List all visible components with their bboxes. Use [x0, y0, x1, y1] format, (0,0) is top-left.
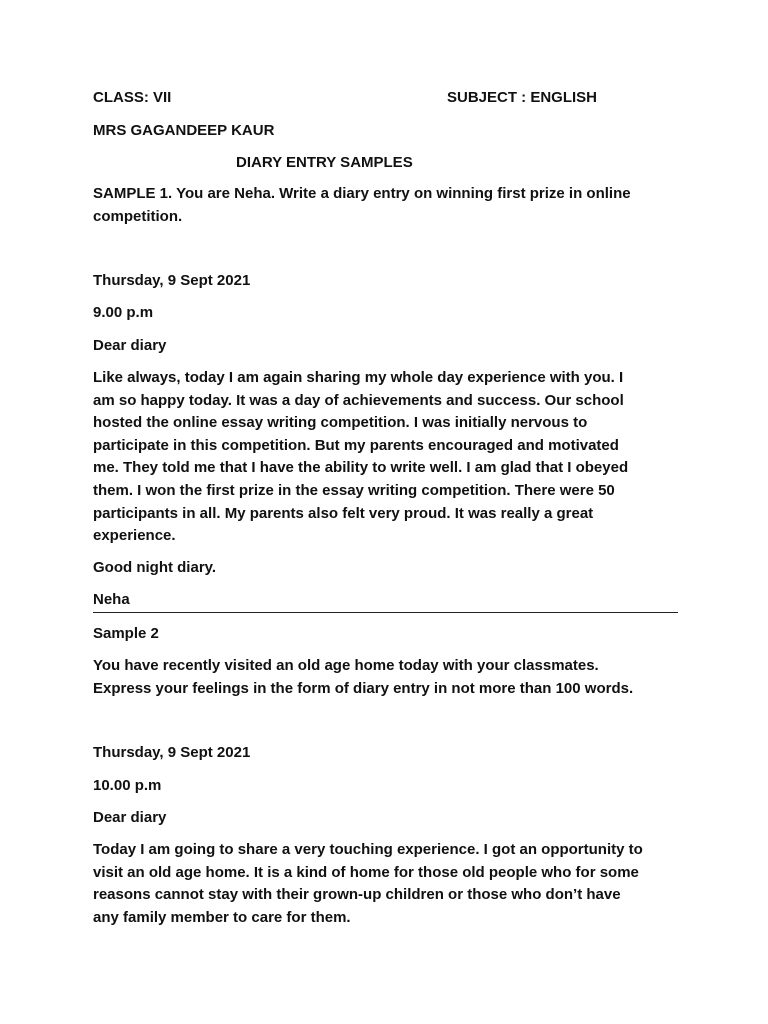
sample1-date: Thursday, 9 Sept 2021: [93, 272, 251, 289]
sample1-signature: Neha: [93, 591, 130, 608]
sample2-date: Thursday, 9 Sept 2021: [93, 744, 251, 761]
teacher-name: MRS GAGANDEEP KAUR: [93, 122, 275, 139]
sample2-time: 10.00 p.m: [93, 777, 162, 794]
class-label: CLASS: VII: [93, 89, 172, 106]
sample1-closing: Good night diary.: [93, 559, 217, 576]
sample2-salutation: Dear diary: [93, 809, 167, 826]
sample1-prompt: SAMPLE 1. You are Neha. Write a diary entry on winning first prize in online competition.: [93, 185, 631, 225]
sample2-heading: Sample 2: [93, 625, 159, 642]
sample1-time: 9.00 p.m: [93, 304, 154, 321]
sample2-body: Today I am going to share a very touching experience. I got an opportunity to visit an old age home. It is a kind of home for those old people who for some reasons cannot stay with their grown-up children or those who don’t have any family member to care for them.: [93, 841, 643, 926]
sample1-body: Like always, today I am again sharing my whole day experience with you. I am so happy today. It was a day of achievements and success. Our school hosted the online essay writing competition. I was initially nervous to participate in this competition. But my parents encouraged and motivated me. They told me that I have the ability to write well. I am glad that I obeyed them. I won the first prize in the essay writing competition. There were 50 participants in all. My parents also felt very proud. It was really a great experience.: [93, 369, 629, 545]
sample2-prompt: You have recently visited an old age home today with your classmates. Express your feelings in the form of diary entry in not more than 100 words.: [93, 657, 634, 697]
page-title: DIARY ENTRY SAMPLES: [236, 154, 413, 171]
sample1-salutation: Dear diary: [93, 337, 167, 354]
section-divider: [93, 612, 678, 613]
subject-label: SUBJECT : ENGLISH: [447, 89, 598, 106]
